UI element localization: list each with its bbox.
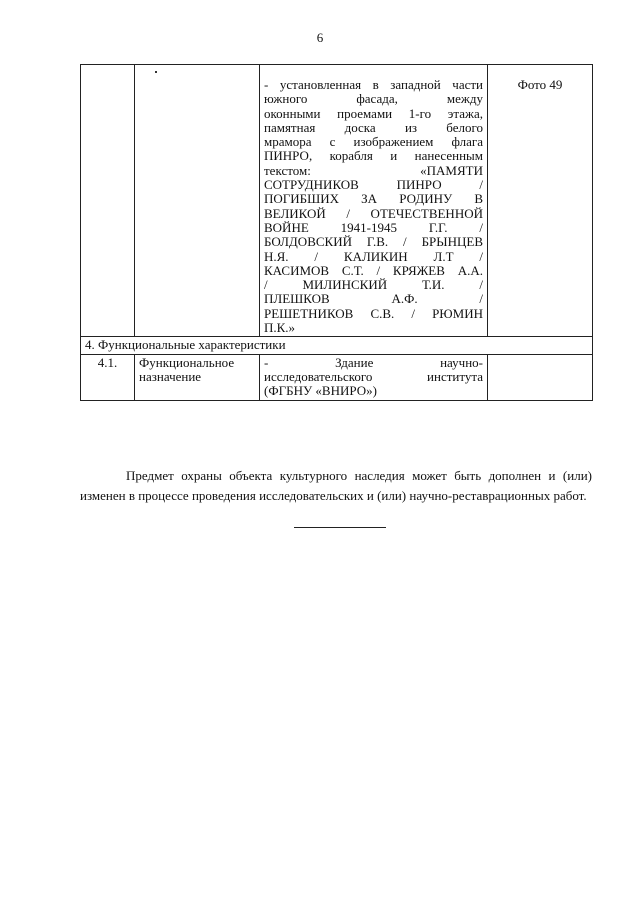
cell-photo: [488, 354, 593, 400]
cell-description: [260, 65, 488, 337]
description-line: / МИЛИНСКИЙ Т.И. /: [264, 277, 483, 293]
page-number: 6: [316, 30, 324, 45]
section-header: 4. Функциональные характеристики: [81, 337, 593, 354]
heritage-table: [80, 64, 593, 401]
description-line: Н.Я. / КАЛИКИН Л.Т /: [264, 248, 483, 264]
cell-description: [260, 354, 488, 400]
description-line: СОТРУДНИКОВ ПИНРО /: [264, 177, 483, 193]
description-line: южного фасада, между: [264, 91, 483, 107]
table-row-function: [81, 354, 593, 400]
description-line: оконными проемами 1-го этажа,: [264, 105, 483, 121]
description-line: - Здание научно-: [264, 354, 483, 370]
description-line: ВЕЛИКОЙ / ОТЕЧЕСТВЕННОЙ: [264, 205, 483, 221]
section-header-row: [81, 337, 593, 354]
name-line: назначение: [139, 368, 202, 384]
description-line: П.К.»: [264, 320, 296, 336]
cell-number: [81, 65, 135, 337]
description-line: ПОГИБШИХ ЗА РОДИНУ В: [264, 191, 483, 207]
separator-line: [294, 527, 386, 528]
cell-number: 4.1.: [81, 354, 135, 400]
description-line: - установленная в западной части: [264, 77, 483, 92]
description-line: памятная доска из белого: [264, 119, 483, 135]
description-line: РЕШЕТНИКОВ С.В. / РЮМИН: [264, 305, 483, 321]
description-line: КАСИМОВ С.Т. / КРЯЖЕВ А.А.: [264, 262, 483, 278]
name-line: Функциональное: [139, 354, 235, 370]
cell-name: [135, 354, 260, 400]
description-line: ПИНРО, корабля и нанесенным: [264, 148, 483, 164]
description-line: текстом: «ПАМЯТИ: [264, 162, 483, 178]
cell-photo: Фото 49: [488, 65, 593, 337]
description-line: исследовательского института: [264, 368, 483, 384]
description-line: ПЛЕШКОВ А.Ф. /: [264, 291, 483, 307]
description-line: (ФГБНУ «ВНИРО»): [264, 383, 377, 399]
table-row-memorial-plaque: [81, 65, 593, 337]
description-line: мрамора с изображением флага: [264, 134, 483, 150]
cell-name: [135, 65, 260, 337]
description-line: ВОЙНЕ 1941-1945 Г.Г. /: [264, 219, 483, 235]
footer-paragraph: Предмет охраны объекта культурного наследия может быть дополнен и (или) изменен в процессе проведения исследовательских и (или) научно-реставрационных работ.: [80, 468, 592, 503]
description-line: БОЛДОВСКИЙ Г.В. / БРЫНЦЕВ: [264, 234, 483, 250]
